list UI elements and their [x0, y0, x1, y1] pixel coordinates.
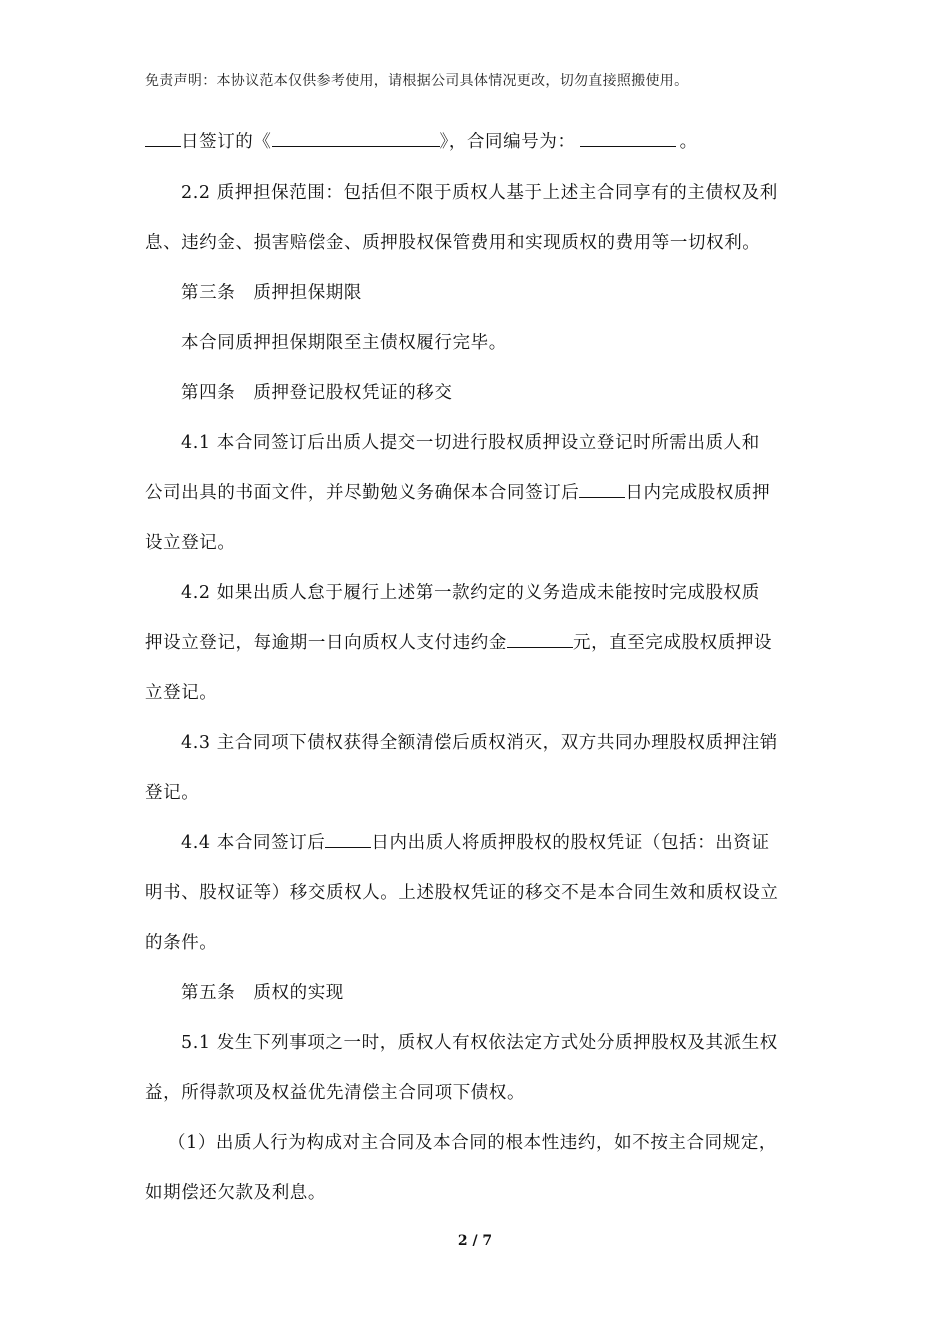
paragraph-line-2: 2.2 质押担保范围：包括但不限于质权人基于上述主合同享有的主债权及利	[181, 183, 778, 203]
paragraph-line-3: 息、违约金、损害赔偿金、质押股权保管费用和实现质权的费用等一切权利。	[145, 233, 761, 253]
text-4-1-tail: 日内完成股权质押	[625, 483, 771, 503]
paragraph-line-15	[181, 829, 770, 854]
paragraph-line-7: 4.1 本合同签订后出质人提交一切进行股权质押设立登记时所需出质人和	[181, 433, 760, 453]
paragraph-line-8	[145, 479, 770, 504]
text-4-4-part: 4.4 本合同签订后	[181, 833, 326, 853]
paragraph-line-16: 明书、股权证等）移交质权人。上述股权凭证的移交不是本合同生效和质权设立	[145, 883, 779, 903]
text-4-2-part: 押设立登记，每逾期一日向质权人支付违约金	[145, 633, 507, 653]
paragraph-line-19: 5.1 发生下列事项之一时，质权人有权依法定方式处分质押股权及其派生权	[181, 1033, 778, 1053]
disclaimer: 免责声明：本协议范本仅供参考使用，请根据公司具体情况更改，切勿直接照搬使用。	[145, 73, 689, 89]
paragraph-line-21: （1）出质人行为构成对主合同及本合同的根本性违约，如不按主合同规定，	[168, 1133, 778, 1153]
paragraph-line-9: 设立登记。	[145, 533, 236, 553]
paragraph-line-14: 登记。	[145, 783, 200, 803]
paragraph-line-12: 立登记。	[145, 683, 218, 703]
text-4-4-tail: 日内出质人将质押股权的股权凭证（包括：出资证	[371, 833, 770, 853]
paragraph-line-5: 本合同质押担保期限至主债权履行完毕。	[181, 333, 507, 353]
paragraph-line-17: 的条件。	[145, 933, 218, 953]
text-period: 。	[679, 132, 698, 152]
blank-day	[145, 128, 181, 147]
paragraph-line-13: 4.3 主合同项下债权获得全额清偿后质权消灭，双方共同办理股权质押注销	[181, 733, 778, 753]
blank-days-transfer	[325, 829, 371, 848]
blank-contract-name	[272, 128, 440, 147]
text-4-2-tail: 元，直至完成股权质押设	[573, 633, 773, 653]
paragraph-line-20: 益，所得款项及权益优先清偿主合同项下债权。	[145, 1083, 526, 1103]
blank-penalty-amount	[507, 629, 573, 648]
article-3-heading: 第三条 质押担保期限	[181, 283, 362, 303]
paragraph-line-1	[145, 128, 698, 153]
blank-contract-number	[580, 128, 676, 147]
text-contract-number: 》，合同编号为：	[439, 132, 576, 152]
text-signed-on: 日签订的《	[181, 132, 272, 152]
paragraph-line-11	[145, 629, 772, 654]
paragraph-line-10: 4.2 如果出质人怠于履行上述第一款约定的义务造成未能按时完成股权质	[181, 583, 760, 603]
page-number: 2 / 7	[457, 1233, 493, 1249]
article-5-heading: 第五条 质权的实现	[181, 983, 344, 1003]
article-4-heading: 第四条 质押登记股权凭证的移交	[181, 383, 453, 403]
blank-days-registration	[579, 479, 625, 498]
text-4-1-part: 公司出具的书面文件，并尽勤勉义务确保本合同签订后	[145, 483, 580, 503]
paragraph-line-22: 如期偿还欠款及利息。	[145, 1183, 326, 1203]
